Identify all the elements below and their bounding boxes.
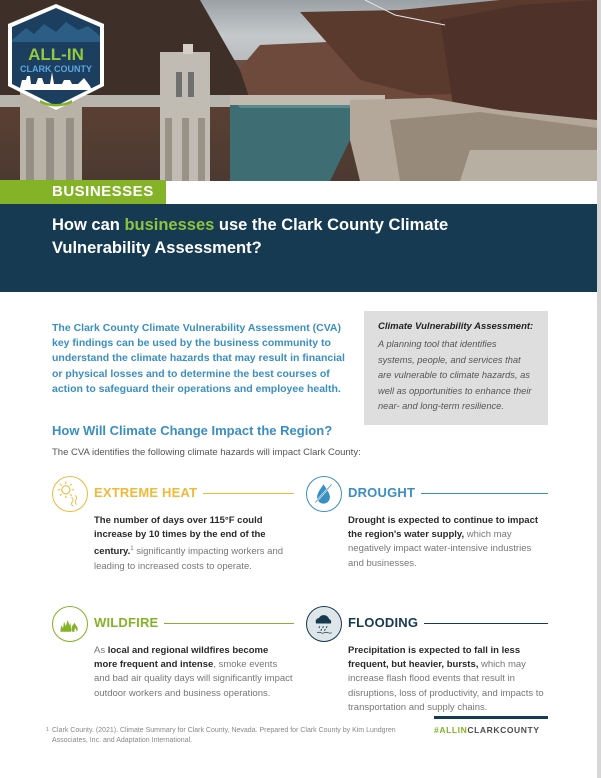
section-heading: How Will Climate Change Impact the Region?: [52, 423, 333, 438]
title-text-end: use the Clark County Climate Vulnerability Assessment?: [52, 216, 449, 257]
hazard-key-finding: The number of days over 115°F could increase by 10 times by the end of the century.: [94, 515, 266, 558]
hazard-description: [348, 644, 548, 715]
water-drop-slash-icon: [306, 476, 342, 512]
hazard-key-finding: Drought is expected to continue to impact the region's water supply,: [348, 515, 539, 541]
title-highlight: businesses: [124, 216, 215, 234]
page-title: [52, 214, 502, 260]
hazard-title: WILDFIRE: [94, 615, 164, 630]
logo-all-in: ALL-IN: [28, 45, 84, 64]
hazard-detail: which may increase flash flood events that result in disruptions, loss of productivity, and impacts to transportation and supply chains.: [348, 659, 544, 713]
hazard-description: [348, 514, 548, 571]
svg-text:BOLD ACTION FOR A: BOLD ACTION FOR A: [38, 94, 74, 98]
hazard-title: DROUGHT: [348, 485, 421, 500]
hashtag-gray-part: CLARKCOUNTY: [467, 725, 540, 735]
page-edge: [597, 0, 601, 778]
hero-image: [0, 0, 597, 181]
all-in-clark-county-logo: [0, 0, 112, 112]
intro-paragraph: The Clark County Climate Vulnerability Assessment (CVA) key findings can be used by the business community to understand the climate hazards that may result in financial or physical losses and to determine the best courses of action to safeguard their operations and employee health.: [52, 322, 345, 395]
hazard-key-finding: Precipitation is expected to fall in less frequent, but heavier, bursts,: [348, 645, 521, 671]
definition-term: Climate Vulnerability Assessment:: [378, 321, 534, 332]
hashtag-rule: [434, 716, 548, 719]
definition-callout: [364, 311, 548, 425]
hazard-detail: significantly impacting workers and leading to increased costs to operate.: [94, 546, 284, 572]
audience-tag: BUSINESSES: [0, 180, 166, 204]
definition-text: A planning tool that identifies systems, people, and services that are vulnerable to climate hazards, as well as opportunities to enhance their near- and long-term resilience.: [378, 339, 532, 411]
hazard-detail: which may negatively impact water-intensive industries and businesses.: [348, 529, 532, 569]
sun-heat-icon: [52, 476, 88, 512]
hashtag: [434, 725, 540, 735]
footnote: [46, 726, 412, 746]
hashtag-green-part: #ALLIN: [434, 725, 468, 735]
hazard-key-finding: local and regional wildfires become more frequent and intense: [94, 645, 269, 671]
footnote-text: Clark County. (2021). Climate Summary for Clark County, Nevada. Prepared for Clark County by Kim Lundgren Associates, Inc. and Adaptation International.: [52, 727, 396, 744]
title-text-start: How can: [52, 216, 125, 234]
hazard-intro: As: [94, 645, 108, 656]
hazard-title: FLOODING: [348, 615, 424, 630]
hazard-title: EXTREME HEAT: [94, 485, 203, 500]
section-lead: The CVA identifies the following climate hazards will impact Clark County:: [52, 447, 361, 458]
hazard-description: [94, 514, 294, 574]
wildfire-icon: [52, 606, 88, 642]
hazard-description: [94, 644, 294, 701]
hazard-detail: , smoke events and bad air quality days will significantly impact outdoor workers and business operations.: [94, 659, 293, 699]
footnote-marker: 1: [46, 727, 49, 733]
rain-cloud-icon: [306, 606, 342, 642]
logo-clark-county: CLARK COUNTY: [20, 64, 92, 74]
footnote-ref: 1: [130, 546, 134, 553]
